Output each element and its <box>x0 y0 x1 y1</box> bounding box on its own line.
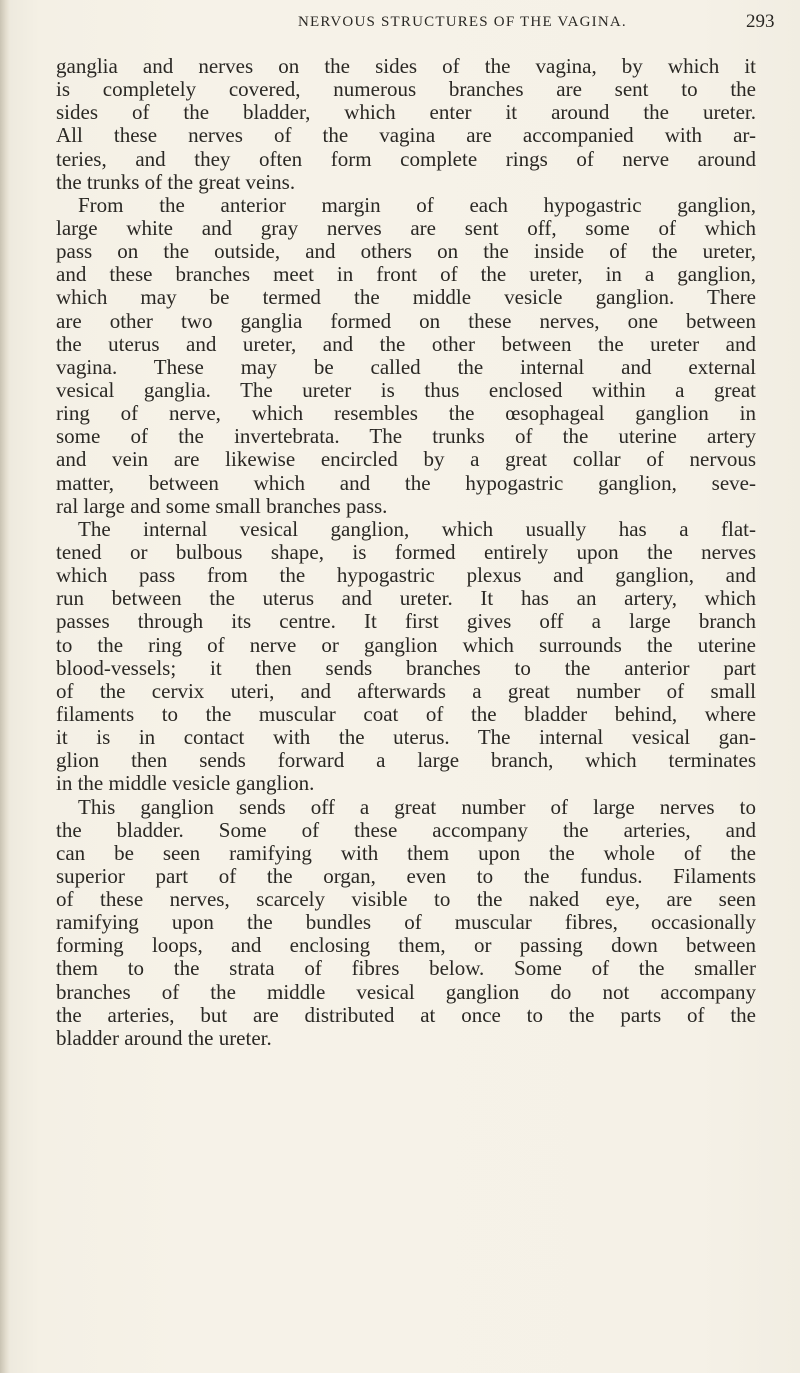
text-line: passes through its centre. It first gives off a large branch <box>56 610 756 634</box>
text-line: of these nerves, scarcely visible to the naked eye, are seen <box>56 888 756 912</box>
text-line: bladder around the ureter. <box>56 1025 272 1050</box>
text-line: All these nerves of the vagina are accompanied with ar- <box>56 124 756 148</box>
text-line: which pass from the hypogastric plexus and ganglion, and <box>56 564 756 588</box>
page-number: 293 <box>746 11 775 32</box>
text-line: From the anterior margin of each hypogastric ganglion, <box>78 193 756 217</box>
text-line: teries, and they often form complete rings of nerve around <box>56 147 756 171</box>
text-line: and these branches meet in front of the ureter, in a ganglion, <box>56 263 756 287</box>
text-line: the trunks of the great veins. <box>56 169 296 194</box>
text-line: ganglia and nerves on the sides of the vagina, by which it <box>56 55 756 78</box>
text-line: is completely covered, numerous branches are sent to the <box>56 78 756 102</box>
running-head: NERVOUS STRUCTURES OF THE VAGINA. <box>298 14 627 30</box>
text-line: superior part of the organ, even to the fundus. Filaments <box>56 864 756 888</box>
page-gutter-shadow <box>0 0 10 1373</box>
text-line: blood-vessels; it then sends branches to the anterior part <box>56 656 756 680</box>
text-line: sides of the bladder, which enter it around the ureter. <box>56 101 756 125</box>
text-line: filaments to the muscular coat of the bladder behind, where <box>56 702 756 726</box>
text-line: some of the invertebrata. The trunks of the uterine artery <box>56 425 756 449</box>
text-line: vagina. These may be called the internal and external <box>56 355 756 379</box>
text-line: and vein are likewise encircled by a great collar of nervous <box>56 448 756 472</box>
text-line: The internal vesical ganglion, which usually has a flat- <box>78 517 756 541</box>
text-line: pass on the outside, and others on the inside of the ureter, <box>56 240 756 264</box>
text-line: This ganglion sends off a great number of large nerves to <box>78 795 756 819</box>
text-line: forming loops, and enclosing them, or passing down between <box>56 934 756 958</box>
text-line: tened or bulbous shape, is formed entirely upon the nerves <box>56 540 756 564</box>
text-line: them to the strata of fibres below. Some of the smaller <box>56 957 756 981</box>
text-line: run between the uterus and ureter. It has an artery, which <box>56 587 756 611</box>
body-text <box>56 55 756 1050</box>
text-line: branches of the middle vesical ganglion do not accompany <box>56 980 756 1004</box>
text-line: to the ring of nerve or ganglion which surrounds the uterine <box>56 633 756 657</box>
text-line: ramifying upon the bundles of muscular fibres, occasionally <box>56 911 756 935</box>
text-line: which may be termed the middle vesicle ganglion. There <box>56 286 756 310</box>
text-line: of the cervix uteri, and afterwards a great number of small <box>56 679 756 703</box>
text-line: in the middle vesicle ganglion. <box>56 771 315 796</box>
text-line: the uterus and ureter, and the other between the ureter and <box>56 332 756 356</box>
page-header <box>0 11 800 36</box>
text-line: can be seen ramifying with them upon the whole of the <box>56 841 756 865</box>
text-line: glion then sends forward a large branch, which terminates <box>56 749 756 773</box>
text-line: matter, between which and the hypogastric ganglion, seve- <box>56 471 756 495</box>
text-line: vesical ganglia. The ureter is thus enclosed within a great <box>56 378 756 402</box>
text-line: it is in contact with the uterus. The internal vesical gan- <box>56 726 756 750</box>
text-line: are other two ganglia formed on these nerves, one between <box>56 309 756 333</box>
text-line: large white and gray nerves are sent off, some of which <box>56 216 756 240</box>
text-line: ring of nerve, which resembles the œsophageal ganglion in <box>56 402 756 426</box>
text-line: the bladder. Some of these accompany the arteries, and <box>56 818 756 842</box>
text-line: the arteries, but are distributed at once to the parts of the <box>56 1003 756 1027</box>
text-line: ral large and some small branches pass. <box>56 493 388 518</box>
